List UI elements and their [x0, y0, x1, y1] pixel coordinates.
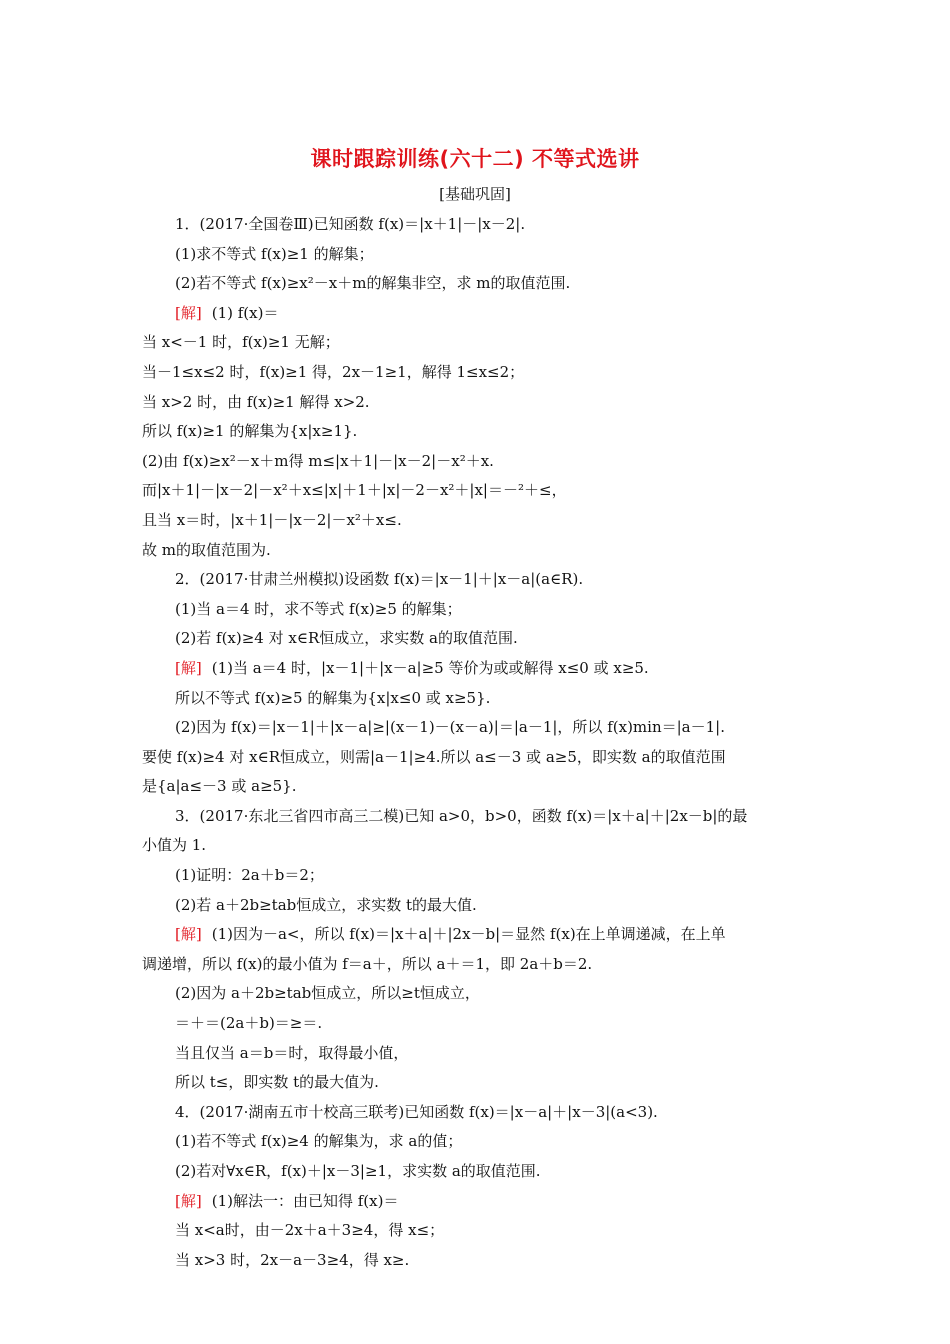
line-text: (2)若不等式 f(x)≥x²－x＋m的解集非空，求 m的取值范围.	[175, 274, 571, 293]
text-line	[142, 861, 810, 891]
text-line	[142, 831, 810, 861]
text-line	[142, 210, 810, 240]
line-text: (1)求不等式 f(x)≥1 的解集；	[175, 244, 374, 263]
line-text: (1)若不等式 f(x)≥4 的解集为，求 a的值；	[175, 1132, 463, 1151]
text-line	[142, 476, 810, 506]
text-line	[142, 240, 810, 270]
line-text: 要使 f(x)≥4 对 x∈R恒成立，则需|a－1|≥4.所以 a≤－3 或 a≥5，即实数 a的取值范围	[142, 747, 726, 766]
line-text: (1)解法一：由已知得 f(x)＝	[211, 1191, 399, 1210]
line-text: 当 x<a时，由－2x＋a＋3≥4，得 x≤；	[175, 1221, 445, 1240]
line-text: 故 m的取值范围为.	[142, 540, 271, 559]
line-text: 当 x>3 时，2x－a－3≥4，得 x≥.	[175, 1250, 410, 1269]
text-line	[142, 1098, 810, 1128]
text-line	[142, 595, 810, 625]
line-text: (2)若 a＋2b≥tab恒成立，求实数 t的最大值.	[175, 895, 477, 914]
text-line	[142, 802, 810, 832]
line-text: (2)若 f(x)≥4 对 x∈R恒成立，求实数 a的取值范围.	[175, 629, 518, 648]
text-line	[142, 1009, 810, 1039]
text-line	[142, 743, 810, 773]
line-text: (1)当 a＝4 时，|x－1|＋|x－a|≥5 等价为或或解得 x≤0 或 x≥5.	[211, 658, 649, 677]
solution-tag: [解]	[175, 1191, 202, 1210]
line-text: 所以不等式 f(x)≥5 的解集为{x|x≤0 或 x≥5}.	[175, 688, 491, 707]
text-line	[142, 713, 810, 743]
line-text: 当 x<－1 时，f(x)≥1 无解；	[142, 333, 340, 352]
text-line	[142, 624, 810, 654]
line-text: 是{a|a≤－3 或 a≥5}.	[142, 777, 297, 796]
line-text: (2)因为 f(x)＝|x－1|＋|x－a|≥|(x－1)－(x－a)|＝|a－1|，所以 f(x)min＝|a－1|.	[175, 718, 725, 737]
text-line	[142, 950, 810, 980]
line-text: (2)由 f(x)≥x²－x＋m得 m≤|x＋1|－|x－2|－x²＋x.	[142, 451, 494, 470]
line-text: 小值为 1.	[142, 836, 207, 855]
text-line	[142, 1068, 810, 1098]
text-line	[142, 358, 810, 388]
text-line	[142, 920, 810, 950]
line-text: 当 x>2 时，由 f(x)≥1 解得 x>2.	[142, 392, 370, 411]
text-line	[142, 1246, 810, 1276]
text-line	[142, 891, 810, 921]
document-body	[142, 210, 810, 1275]
line-text: (1) f(x)＝	[211, 303, 279, 322]
solution-tag: [解]	[175, 303, 202, 322]
text-line	[142, 1187, 810, 1217]
line-text: (1)当 a＝4 时，求不等式 f(x)≥5 的解集；	[175, 599, 462, 618]
line-text: 调递增，所以 f(x)的最小值为 f＝a＋，所以 a＋＝1，即 2a＋b＝2.	[142, 954, 593, 973]
text-line	[142, 1157, 810, 1187]
text-line	[142, 1127, 810, 1157]
line-text: 而|x＋1|－|x－2|－x²＋x≤|x|＋1＋|x|－2－x²＋|x|＝－²＋≤，	[142, 481, 567, 500]
line-text: (2)若对∀x∈R，f(x)＋|x－3|≥1，求实数 a的取值范围.	[175, 1162, 541, 1180]
line-text: 2．(2017·甘肃兰州模拟)设函数 f(x)＝|x－1|＋|x－a|(a∈R).	[175, 570, 584, 589]
line-text: 1．(2017·全国卷Ⅲ)已知函数 f(x)＝|x＋1|－|x－2|.	[175, 215, 526, 233]
line-text: (2)因为 a＋2b≥tab恒成立，所以≥t恒成立，	[175, 984, 480, 1003]
text-line	[142, 447, 810, 477]
text-line	[142, 979, 810, 1009]
text-line	[142, 328, 810, 358]
solution-tag: [解]	[175, 658, 202, 677]
line-text: 当－1≤x≤2 时，f(x)≥1 得，2x－1≥1，解得 1≤x≤2；	[142, 362, 525, 381]
line-text: (1)因为－a<，所以 f(x)＝|x＋a|＋|2x－b|＝显然 f(x)在上单调递减，在上单	[211, 925, 726, 944]
line-text: 4．(2017·湖南五市十校高三联考)已知函数 f(x)＝|x－a|＋|x－3|(a<3).	[175, 1102, 658, 1121]
text-line	[142, 269, 810, 299]
text-line	[142, 506, 810, 536]
text-line	[142, 684, 810, 714]
text-line	[142, 1039, 810, 1069]
line-text: 3．(2017·东北三省四市高三二模)已知 a>0，b>0，函数 f(x)＝|x＋a|＋|2x－b|的最	[175, 806, 748, 825]
line-text: ＝＋＝(2a＋b)＝≥＝.	[175, 1014, 323, 1033]
line-text: 所以 f(x)≥1 的解集为{x|x≥1}.	[142, 422, 358, 441]
line-text: 当且仅当 a＝b＝时，取得最小值，	[175, 1043, 409, 1062]
section-heading: [基础巩固]	[439, 185, 511, 203]
text-line	[142, 772, 810, 802]
text-line	[142, 1216, 810, 1246]
document-title: 课时跟踪训练(六十二) 不等式选讲	[310, 147, 640, 171]
line-text: 所以 t≤，即实数 t的最大值为.	[175, 1073, 379, 1092]
line-text: (1)证明：2a＋b＝2；	[175, 866, 324, 885]
text-line	[142, 417, 810, 447]
line-text: 且当 x＝时，|x＋1|－|x－2|－x²＋x≤.	[142, 510, 402, 529]
text-line	[142, 299, 810, 329]
text-line	[142, 388, 810, 418]
text-line	[142, 536, 810, 566]
text-line	[142, 654, 810, 684]
solution-tag: [解]	[175, 925, 202, 944]
text-line	[142, 565, 810, 595]
